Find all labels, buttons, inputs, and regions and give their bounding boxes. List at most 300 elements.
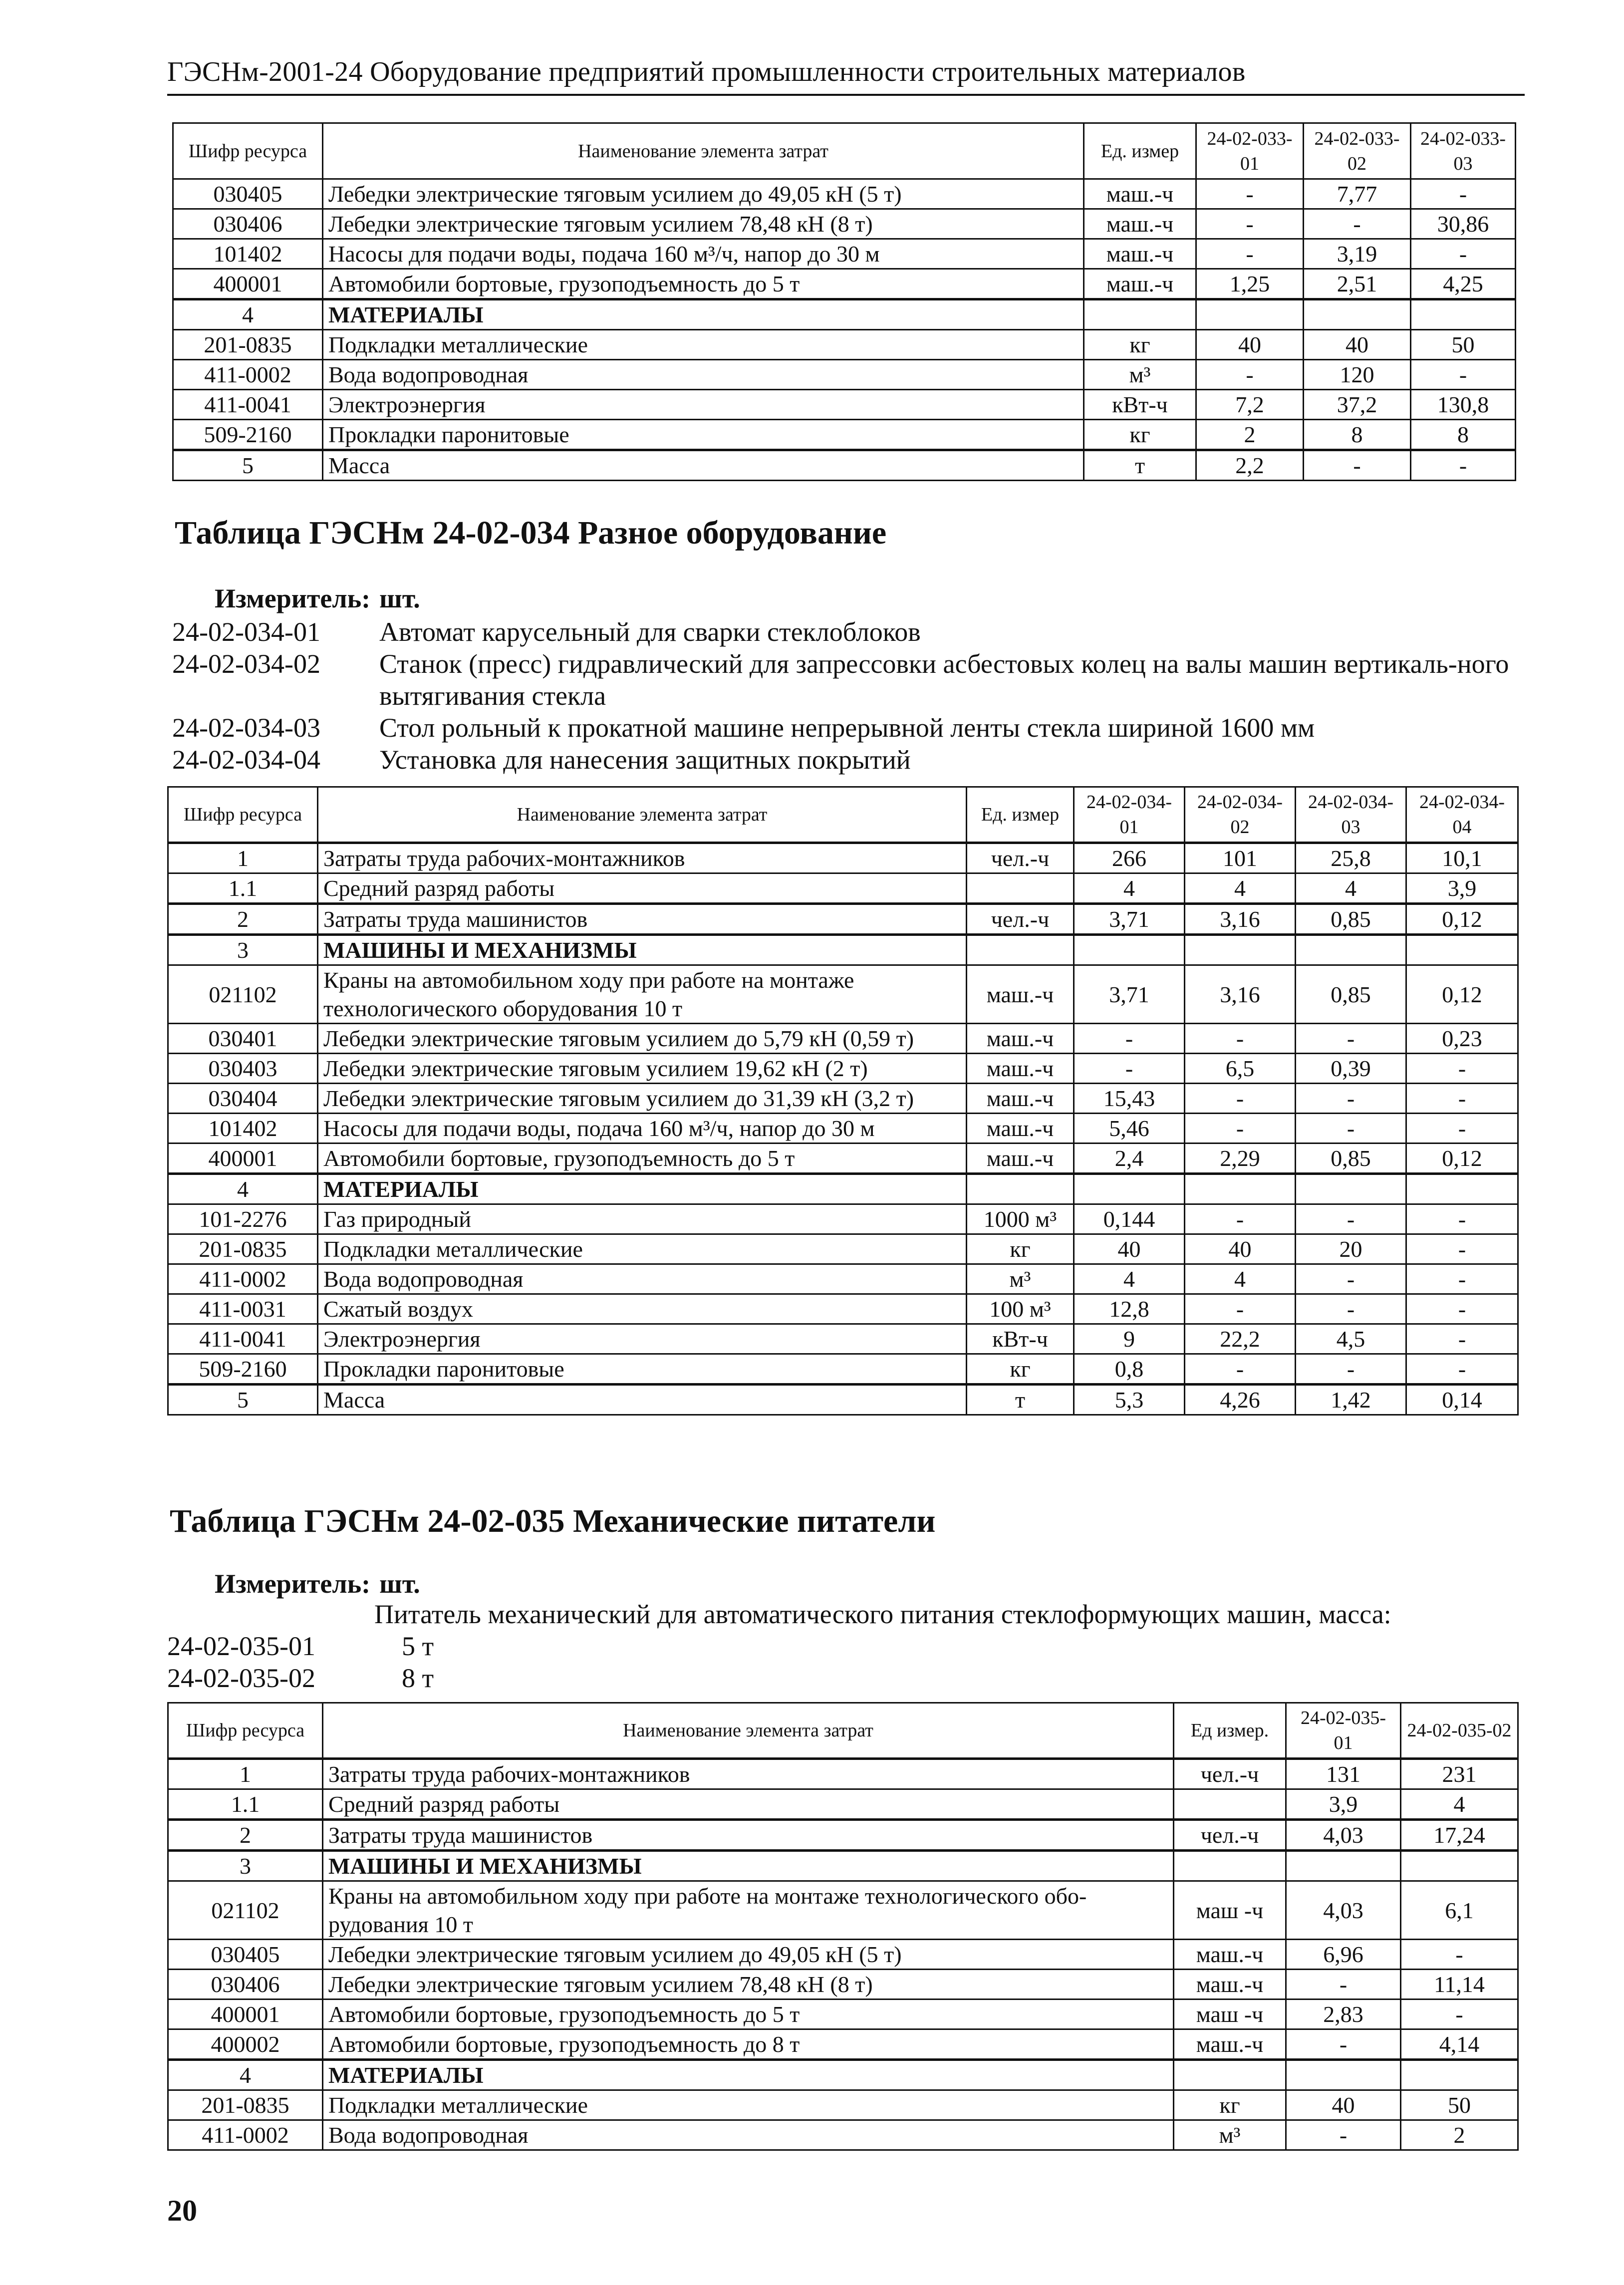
item-text: 5 т <box>402 1631 434 1661</box>
value-cell: - <box>1185 1354 1296 1385</box>
unit-cell: чел.-ч <box>967 843 1074 873</box>
resource-code-cell: 101402 <box>173 239 323 269</box>
value-cell: - <box>1185 1024 1296 1054</box>
cost-item-name-cell: Подкладки металлические <box>318 1234 967 1264</box>
resource-code-cell: 411-0002 <box>168 2120 323 2150</box>
unit-cell: м³ <box>1084 360 1196 390</box>
value-cell: 50 <box>1411 330 1516 360</box>
value-cell <box>1286 1851 1401 1881</box>
unit-cell: маш.-ч <box>1084 209 1196 239</box>
item-code: 24-02-034-03 <box>172 713 320 743</box>
value-cell: 131 <box>1286 1759 1401 1789</box>
value-cell: 40 <box>1074 1234 1185 1264</box>
value-cell: 3,16 <box>1185 904 1296 935</box>
value-cell: - <box>1411 450 1516 481</box>
cost-item-name-cell: МАТЕРИАЛЫ <box>318 1174 967 1204</box>
unit-cell: чел.-ч <box>1174 1820 1286 1851</box>
resource-code-cell: 201-0835 <box>173 330 323 360</box>
value-cell: - <box>1286 2120 1401 2150</box>
resource-code-cell: 201-0835 <box>168 1234 318 1264</box>
measure-line <box>215 583 429 614</box>
unit-cell: маш.-ч <box>967 1054 1074 1084</box>
table-row <box>168 1174 1518 1204</box>
value-cell: 0,12 <box>1406 965 1518 1024</box>
resource-code-cell: 3 <box>168 1851 323 1881</box>
value-cell: - <box>1185 1204 1296 1234</box>
resource-code-cell: 3 <box>168 935 318 965</box>
resource-code-cell: 509-2160 <box>168 1354 318 1385</box>
value-cell: - <box>1406 1264 1518 1294</box>
value-cell: 30,86 <box>1411 209 1516 239</box>
value-cell: 11,14 <box>1401 1970 1518 1999</box>
value-cell: - <box>1196 239 1304 269</box>
item-list-24-02-035 <box>167 1598 1520 1694</box>
value-cell: 3,71 <box>1074 904 1185 935</box>
value-cell <box>1074 1174 1185 1204</box>
col-header-24-02-033-01: 24-02-033-01 <box>1196 123 1304 179</box>
table-row <box>173 239 1516 269</box>
value-cell: - <box>1406 1294 1518 1324</box>
value-cell: 130,8 <box>1411 390 1516 420</box>
table-row <box>168 2060 1518 2090</box>
value-cell <box>1074 935 1185 965</box>
resource-code-cell: 5 <box>173 450 323 481</box>
value-cell: - <box>1411 179 1516 209</box>
unit-cell: т <box>1084 450 1196 481</box>
value-cell: 0,85 <box>1296 904 1406 935</box>
value-cell: - <box>1196 360 1304 390</box>
unit-cell: кг <box>1084 330 1196 360</box>
value-cell: 2,29 <box>1185 1143 1296 1174</box>
table-row <box>168 2029 1518 2060</box>
value-cell: - <box>1185 1114 1296 1143</box>
table-row <box>173 450 1516 481</box>
value-cell: - <box>1304 450 1411 481</box>
list-item <box>172 648 1520 712</box>
unit-cell: т <box>967 1385 1074 1415</box>
cost-item-name-cell: Краны на автомобильном ходу при работе на монтаже технологического обо-рудования 10 т <box>323 1881 1174 1940</box>
cost-item-name-cell: Подкладки металлические <box>323 330 1084 360</box>
cost-item-name-cell: Лебедки электрические тяговым усилием 78,48 кН (8 т) <box>323 1970 1174 1999</box>
unit-cell: маш -ч <box>1174 1881 1286 1940</box>
list-item <box>172 712 1520 744</box>
value-cell: 9 <box>1074 1324 1185 1354</box>
value-cell: 3,71 <box>1074 965 1185 1024</box>
unit-cell: маш.-ч <box>1174 1970 1286 1999</box>
cost-item-name-cell: Затраты труда машинистов <box>323 1820 1174 1851</box>
unit-cell: 100 м³ <box>967 1294 1074 1324</box>
value-cell: 17,24 <box>1401 1820 1518 1851</box>
value-cell: 37,2 <box>1304 390 1411 420</box>
value-cell: 4,03 <box>1286 1820 1401 1851</box>
value-cell: 0,85 <box>1296 965 1406 1024</box>
value-cell: 4 <box>1185 1264 1296 1294</box>
page-number: 20 <box>167 2194 197 2227</box>
cost-item-name-cell: Масса <box>323 450 1084 481</box>
value-cell: 3,19 <box>1304 239 1411 269</box>
resource-code-cell: 411-0002 <box>168 1264 318 1294</box>
value-cell: 40 <box>1304 330 1411 360</box>
unit-cell <box>967 935 1074 965</box>
value-cell: 6,1 <box>1401 1881 1518 1940</box>
table-row <box>168 1024 1518 1054</box>
value-cell: - <box>1406 1234 1518 1264</box>
col-header-code: Шифр ресурса <box>168 1703 323 1759</box>
resource-code-cell: 400001 <box>168 1143 318 1174</box>
cost-item-name-cell: Лебедки электрические тяговым усилием до 5,79 кН (0,59 т) <box>318 1024 967 1054</box>
value-cell: - <box>1196 179 1304 209</box>
value-cell <box>1296 1174 1406 1204</box>
unit-cell: кг <box>967 1234 1074 1264</box>
table-row <box>168 1940 1518 1970</box>
value-cell: - <box>1411 360 1516 390</box>
value-cell: 4 <box>1074 1264 1185 1294</box>
unit-cell: чел.-ч <box>967 904 1074 935</box>
value-cell: - <box>1296 1264 1406 1294</box>
value-cell: 12,8 <box>1074 1294 1185 1324</box>
table-row <box>168 1204 1518 1234</box>
value-cell <box>1304 299 1411 330</box>
value-cell: 2,2 <box>1196 450 1304 481</box>
value-cell: 1,25 <box>1196 269 1304 299</box>
list-intro <box>167 1598 1520 1630</box>
value-cell <box>1401 2060 1518 2090</box>
table-row <box>173 299 1516 330</box>
cost-item-name-cell: Средний разряд работы <box>323 1789 1174 1820</box>
table-row <box>168 1324 1518 1354</box>
resource-code-cell: 030405 <box>168 1940 323 1970</box>
table-row <box>168 2090 1518 2120</box>
value-cell: 22,2 <box>1185 1324 1296 1354</box>
resource-code-cell: 400001 <box>168 1999 323 2029</box>
cost-item-name-cell: Вода водопроводная <box>323 360 1084 390</box>
value-cell: 4 <box>1185 873 1296 904</box>
value-cell: - <box>1286 2029 1401 2060</box>
cost-item-name-cell: Электроэнергия <box>318 1324 967 1354</box>
unit-cell: кг <box>1084 420 1196 450</box>
resource-code-cell: 509-2160 <box>173 420 323 450</box>
resource-code-cell: 030401 <box>168 1024 318 1054</box>
table-row <box>168 1264 1518 1294</box>
resource-code-cell: 021102 <box>168 1881 323 1940</box>
value-cell: 101 <box>1185 843 1296 873</box>
value-cell: 40 <box>1286 2090 1401 2120</box>
value-cell: 5,3 <box>1074 1385 1185 1415</box>
unit-cell <box>1174 2060 1286 2090</box>
value-cell: 0,12 <box>1406 904 1518 935</box>
value-cell <box>1296 935 1406 965</box>
unit-cell <box>1174 1789 1286 1820</box>
list-item <box>167 1662 1520 1694</box>
value-cell: - <box>1074 1024 1185 1054</box>
unit-cell: маш.-ч <box>1084 269 1196 299</box>
cost-item-name-cell: Автомобили бортовые, грузоподъемность до 5 т <box>323 1999 1174 2029</box>
item-code: 24-02-034-02 <box>172 649 320 679</box>
col-header-code: Шифр ресурса <box>173 123 323 179</box>
cost-item-name-cell: Насосы для подачи воды, подача 160 м³/ч, напор до 30 м <box>323 239 1084 269</box>
table-row <box>168 1143 1518 1174</box>
value-cell: - <box>1304 209 1411 239</box>
item-text: 8 т <box>402 1663 434 1693</box>
resource-code-cell: 1 <box>168 1759 323 1789</box>
value-cell: 3,9 <box>1406 873 1518 904</box>
resource-code-cell: 021102 <box>168 965 318 1024</box>
col-header-unit: Ед измер. <box>1174 1703 1286 1759</box>
value-cell: 2,51 <box>1304 269 1411 299</box>
value-cell: - <box>1406 1114 1518 1143</box>
item-code: 24-02-035-01 <box>167 1631 315 1661</box>
item-code: 24-02-034-01 <box>172 617 320 647</box>
resource-code-cell: 2 <box>168 904 318 935</box>
value-cell: 0,39 <box>1296 1054 1406 1084</box>
unit-cell <box>967 1174 1074 1204</box>
table-row <box>168 1881 1518 1940</box>
value-cell: 4,25 <box>1411 269 1516 299</box>
table-24-02-035 <box>167 1702 1519 2151</box>
table-row <box>168 1054 1518 1084</box>
value-cell: 4 <box>1401 1789 1518 1820</box>
value-cell: 0,144 <box>1074 1204 1185 1234</box>
table-row <box>173 330 1516 360</box>
value-cell: 8 <box>1411 420 1516 450</box>
value-cell <box>1406 1174 1518 1204</box>
table-row <box>168 1999 1518 2029</box>
resource-code-cell: 030405 <box>173 179 323 209</box>
col-header-24-02-033-03: 24-02-033-03 <box>1411 123 1516 179</box>
table-row <box>168 1385 1518 1415</box>
resource-code-cell: 411-0041 <box>173 390 323 420</box>
resource-code-cell: 030403 <box>168 1054 318 1084</box>
cost-item-name-cell: Вода водопроводная <box>318 1264 967 1294</box>
value-cell <box>1286 2060 1401 2090</box>
table-row <box>173 209 1516 239</box>
measure-value: шт. <box>379 1569 420 1599</box>
unit-cell: м³ <box>1174 2120 1286 2150</box>
unit-cell <box>1084 299 1196 330</box>
col-header-24-02-033-02: 24-02-033-02 <box>1304 123 1411 179</box>
resource-code-cell: 4 <box>168 2060 323 2090</box>
unit-cell: 1000 м³ <box>967 1204 1074 1234</box>
cost-item-name-cell: Затраты труда рабочих-монтажников <box>318 843 967 873</box>
cost-item-name-cell: МАТЕРИАЛЫ <box>323 2060 1174 2090</box>
value-cell <box>1411 299 1516 330</box>
value-cell: - <box>1196 209 1304 239</box>
resource-code-cell: 411-0041 <box>168 1324 318 1354</box>
table-24-02-034 <box>167 786 1519 1416</box>
table-row <box>173 360 1516 390</box>
value-cell: 40 <box>1196 330 1304 360</box>
value-cell: 3,16 <box>1185 965 1296 1024</box>
col-header-name: Наименование элемента затрат <box>318 787 967 843</box>
section-title-24-02-034: Таблица ГЭСНм 24-02-034 Разное оборудование <box>175 515 887 551</box>
value-cell: - <box>1286 1970 1401 1999</box>
cost-item-name-cell: Лебедки электрические тяговым усилием до 49,05 кН (5 т) <box>323 1940 1174 1970</box>
value-cell <box>1196 299 1304 330</box>
table-row <box>168 1789 1518 1820</box>
value-cell: 4,5 <box>1296 1324 1406 1354</box>
value-cell: 2,4 <box>1074 1143 1185 1174</box>
item-text: Станок (пресс) гидравлический для запрессовки асбестовых колец на валы машин вертикаль-ного вытягивания стекла <box>379 649 1509 711</box>
resource-code-cell: 400002 <box>168 2029 323 2060</box>
value-cell: - <box>1406 1354 1518 1385</box>
resource-code-cell: 4 <box>173 299 323 330</box>
value-cell: 0,12 <box>1406 1143 1518 1174</box>
resource-code-cell: 1 <box>168 843 318 873</box>
value-cell <box>1185 935 1296 965</box>
table-row <box>168 1114 1518 1143</box>
list-item <box>167 1630 1520 1662</box>
table-row <box>168 1294 1518 1324</box>
resource-code-cell: 2 <box>168 1820 323 1851</box>
unit-cell: маш.-ч <box>1084 239 1196 269</box>
resource-code-cell: 030406 <box>168 1970 323 1999</box>
value-cell: 4 <box>1074 873 1185 904</box>
value-cell: - <box>1296 1024 1406 1054</box>
item-code: 24-02-034-04 <box>172 745 320 775</box>
value-cell: - <box>1296 1204 1406 1234</box>
col-header-24-02-035-01: 24-02-035-01 <box>1286 1703 1401 1759</box>
item-text: Установка для нанесения защитных покрытий <box>379 745 911 775</box>
table-row <box>168 1759 1518 1789</box>
cost-item-name-cell: МАТЕРИАЛЫ <box>323 299 1084 330</box>
cost-item-name-cell: Подкладки металлические <box>323 2090 1174 2120</box>
value-cell: - <box>1406 1204 1518 1234</box>
resource-code-cell: 1.1 <box>168 1789 323 1820</box>
value-cell: 40 <box>1185 1234 1296 1264</box>
table-row <box>168 965 1518 1024</box>
value-cell: 4,14 <box>1401 2029 1518 2060</box>
item-text: Автомат карусельный для сварки стеклоблоков <box>379 617 921 647</box>
table-row <box>168 843 1518 873</box>
value-cell: 120 <box>1304 360 1411 390</box>
value-cell <box>1185 1174 1296 1204</box>
resource-code-cell: 101402 <box>168 1114 318 1143</box>
value-cell: - <box>1406 1084 1518 1114</box>
value-cell: 4,26 <box>1185 1385 1296 1415</box>
value-cell: 25,8 <box>1296 843 1406 873</box>
value-cell: - <box>1401 1999 1518 2029</box>
value-cell: 3,9 <box>1286 1789 1401 1820</box>
intro-text: Питатель механический для автоматического питания стеклоформующих машин, масса: <box>374 1599 1391 1629</box>
value-cell <box>1401 1851 1518 1881</box>
col-header-unit: Ед. измер <box>1084 123 1196 179</box>
unit-cell: кВт-ч <box>1084 390 1196 420</box>
measure-label: Измеритель: <box>215 583 371 613</box>
value-cell: - <box>1401 1940 1518 1970</box>
cost-item-name-cell: Автомобили бортовые, грузоподъемность до 5 т <box>318 1143 967 1174</box>
cost-item-name-cell: Лебедки электрические тяговым усилием до 31,39 кН (3,2 т) <box>318 1084 967 1114</box>
table-row <box>168 1970 1518 1999</box>
value-cell <box>1406 935 1518 965</box>
col-header-24-02-034-03: 24-02-034-03 <box>1296 787 1406 843</box>
value-cell: 0,23 <box>1406 1024 1518 1054</box>
unit-cell: чел.-ч <box>1174 1759 1286 1789</box>
cost-item-name-cell: Прокладки паронитовые <box>323 420 1084 450</box>
measure-line <box>215 1568 429 1599</box>
col-header-24-02-034-01: 24-02-034-01 <box>1074 787 1185 843</box>
cost-item-name-cell: МАШИНЫ И МЕХАНИЗМЫ <box>323 1851 1174 1881</box>
col-header-24-02-034-02: 24-02-034-02 <box>1185 787 1296 843</box>
table-row <box>168 935 1518 965</box>
value-cell: - <box>1296 1294 1406 1324</box>
resource-code-cell: 411-0002 <box>173 360 323 390</box>
resource-code-cell: 101-2276 <box>168 1204 318 1234</box>
col-header-code: Шифр ресурса <box>168 787 318 843</box>
value-cell: - <box>1185 1294 1296 1324</box>
unit-cell: маш -ч <box>1174 1999 1286 2029</box>
resource-code-cell: 400001 <box>173 269 323 299</box>
value-cell: 266 <box>1074 843 1185 873</box>
table-row <box>168 1084 1518 1114</box>
cost-item-name-cell: Электроэнергия <box>323 390 1084 420</box>
value-cell: 5,46 <box>1074 1114 1185 1143</box>
section-title-24-02-035: Таблица ГЭСНм 24-02-035 Механические питатели <box>170 1503 936 1539</box>
value-cell: 6,5 <box>1185 1054 1296 1084</box>
table-row <box>168 2120 1518 2150</box>
value-cell: 0,8 <box>1074 1354 1185 1385</box>
cost-item-name-cell: Лебедки электрические тяговым усилием 19,62 кН (2 т) <box>318 1054 967 1084</box>
col-header-24-02-035-02: 24-02-035-02 <box>1401 1703 1518 1759</box>
table-row <box>168 1354 1518 1385</box>
item-list-24-02-034 <box>172 616 1520 776</box>
value-cell: 1,42 <box>1296 1385 1406 1415</box>
value-cell: 7,2 <box>1196 390 1304 420</box>
unit-cell: кВт-ч <box>967 1324 1074 1354</box>
resource-code-cell: 201-0835 <box>168 2090 323 2120</box>
unit-cell: кг <box>967 1354 1074 1385</box>
value-cell: 2 <box>1196 420 1304 450</box>
table-24-02-033 <box>172 122 1516 481</box>
value-cell: 0,85 <box>1296 1143 1406 1174</box>
cost-item-name-cell: Прокладки паронитовые <box>318 1354 967 1385</box>
table-row <box>173 269 1516 299</box>
resource-code-cell: 030406 <box>173 209 323 239</box>
cost-item-name-cell: Средний разряд работы <box>318 873 967 904</box>
value-cell: 7,77 <box>1304 179 1411 209</box>
measure-value: шт. <box>379 583 420 613</box>
value-cell: - <box>1296 1354 1406 1385</box>
value-cell: 50 <box>1401 2090 1518 2120</box>
col-header-24-02-034-04: 24-02-034-04 <box>1406 787 1518 843</box>
unit-cell: кг <box>1174 2090 1286 2120</box>
unit-cell: маш.-ч <box>1084 179 1196 209</box>
table-row <box>168 904 1518 935</box>
cost-item-name-cell: Затраты труда рабочих-монтажников <box>323 1759 1174 1789</box>
cost-item-name-cell: Лебедки электрические тяговым усилием 78,48 кН (8 т) <box>323 209 1084 239</box>
resource-code-cell: 411-0031 <box>168 1294 318 1324</box>
value-cell: - <box>1411 239 1516 269</box>
list-item <box>172 744 1520 776</box>
unit-cell: маш.-ч <box>967 1084 1074 1114</box>
value-cell: 20 <box>1296 1234 1406 1264</box>
cost-item-name-cell: Лебедки электрические тяговым усилием до 49,05 кН (5 т) <box>323 179 1084 209</box>
unit-cell: м³ <box>967 1264 1074 1294</box>
value-cell: 0,14 <box>1406 1385 1518 1415</box>
resource-code-cell: 030404 <box>168 1084 318 1114</box>
value-cell: 6,96 <box>1286 1940 1401 1970</box>
measure-label: Измеритель: <box>215 1569 371 1599</box>
value-cell: 15,43 <box>1074 1084 1185 1114</box>
cost-item-name-cell: МАШИНЫ И МЕХАНИЗМЫ <box>318 935 967 965</box>
col-header-name: Наименование элемента затрат <box>323 123 1084 179</box>
resource-code-cell: 5 <box>168 1385 318 1415</box>
item-code: 24-02-035-02 <box>167 1663 315 1693</box>
cost-item-name-cell: Затраты труда машинистов <box>318 904 967 935</box>
value-cell: - <box>1185 1084 1296 1114</box>
item-text: Стол рольный к прокатной машине непрерывной ленты стекла шириной 1600 мм <box>379 713 1315 743</box>
unit-cell: маш.-ч <box>967 1024 1074 1054</box>
resource-code-cell: 1.1 <box>168 873 318 904</box>
